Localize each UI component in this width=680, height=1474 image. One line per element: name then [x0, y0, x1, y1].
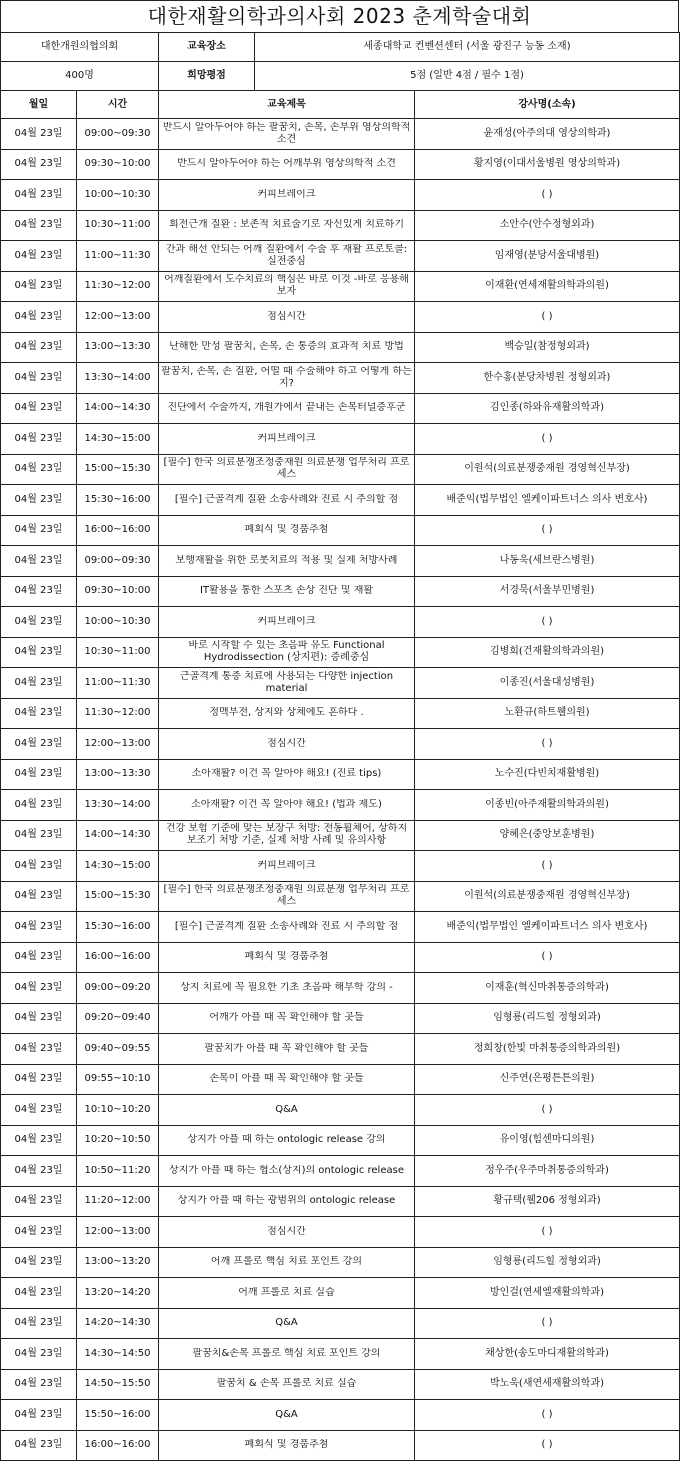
table-row [1, 241, 680, 272]
table-row [1, 1125, 680, 1156]
row-subject-text: 상지 치료에 꼭 필요한 기초 초음파 해부학 강의 - [180, 981, 393, 993]
header-speaker: 강사명(소속) [415, 91, 680, 119]
table-row [1, 515, 680, 546]
row-time: 15:30~16:00 [77, 912, 159, 943]
row-subject-text: 반드시 알아두어야 하는 팔꿈치, 손목, 손부위 영상의학적 소견 [162, 121, 411, 145]
credits-value: 5점 (일반 4점 / 필수 1점) [410, 70, 524, 81]
row-subject [159, 881, 415, 912]
row-subject [159, 1308, 415, 1339]
row-time: 09:00~09:30 [77, 546, 159, 577]
row-date: 04월 23일 [1, 302, 77, 333]
table-row [1, 729, 680, 760]
row-time: 14:00~14:30 [77, 393, 159, 424]
row-subject-text: 정맥부전, 상지와 상체에도 흔하다 . [209, 707, 364, 719]
row-speaker: 유이영(힘센마디의원) [415, 1125, 680, 1156]
row-time: 15:00~15:30 [77, 454, 159, 485]
row-date: 04월 23일 [1, 393, 77, 424]
row-subject-text: 진단에서 수술까지, 개원가에서 끝내는 손목터널증후군 [167, 402, 406, 414]
row-speaker: 임형룡(리드힐 정형외과) [415, 1247, 680, 1278]
table-row [1, 1247, 680, 1278]
row-subject [159, 576, 415, 607]
row-subject-text: 회전근개 질환 : 보존적 치료술기로 자신있게 치료하기 [169, 219, 404, 231]
row-subject [159, 241, 415, 272]
row-date: 04월 23일 [1, 424, 77, 455]
row-subject-text: Q&A [275, 1103, 298, 1115]
row-time: 14:20~14:30 [77, 1308, 159, 1339]
row-speaker: ( ) [415, 1430, 680, 1461]
row-subject-text: IT활용을 통한 스포츠 손상 진단 및 재활 [199, 585, 374, 597]
header-subject: 교육제목 [159, 91, 415, 119]
table-row [1, 210, 680, 241]
table-row [1, 1339, 680, 1370]
row-date: 04월 23일 [1, 881, 77, 912]
row-time: 13:00~13:30 [77, 332, 159, 363]
row-subject [159, 1034, 415, 1065]
row-subject [159, 1125, 415, 1156]
row-subject [159, 1369, 415, 1400]
table-row [1, 607, 680, 638]
row-time: 11:00~11:30 [77, 668, 159, 699]
row-speaker: 이종빈(아주재활의학과의원) [415, 790, 680, 821]
row-speaker: ( ) [415, 1217, 680, 1248]
row-subject [159, 1003, 415, 1034]
table-row [1, 881, 680, 912]
table-row [1, 454, 680, 485]
row-speaker: 황지영(이대서울병원 영상의학과) [415, 149, 680, 180]
row-time: 14:30~15:00 [77, 424, 159, 455]
row-speaker: 박노욱(새연세재활의학과) [415, 1369, 680, 1400]
row-time: 09:00~09:30 [77, 119, 159, 150]
row-subject-text: 커피브레이크 [257, 188, 316, 200]
row-subject [159, 149, 415, 180]
row-date: 04월 23일 [1, 1003, 77, 1034]
table-row [1, 180, 680, 211]
row-subject [159, 515, 415, 546]
info-row-2 [1, 62, 680, 91]
row-time: 11:30~12:00 [77, 271, 159, 302]
row-subject-text: 어깨질환에서 도수치료의 핵심은 바로 이것 -바로 응용해 보자 [164, 274, 409, 298]
table-row [1, 1400, 680, 1431]
row-speaker: ( ) [415, 607, 680, 638]
row-speaker: 백승일(참정형외과) [415, 332, 680, 363]
table-row [1, 576, 680, 607]
row-time: 15:30~16:00 [77, 485, 159, 516]
row-speaker: ( ) [415, 1400, 680, 1431]
row-date: 04월 23일 [1, 607, 77, 638]
table-row [1, 546, 680, 577]
row-date: 04월 23일 [1, 546, 77, 577]
row-time: 12:00~13:00 [77, 1217, 159, 1248]
table-row [1, 1186, 680, 1217]
row-speaker: 양혜은(중앙보훈병원) [415, 820, 680, 851]
table-row [1, 485, 680, 516]
table-row [1, 1095, 680, 1126]
row-subject-text: 상지가 아플 때 하는 광범위의 ontologic release [177, 1195, 396, 1207]
row-date: 04월 23일 [1, 1186, 77, 1217]
row-time: 10:50~11:20 [77, 1156, 159, 1187]
row-time: 09:40~09:55 [77, 1034, 159, 1065]
row-subject [159, 729, 415, 760]
row-time: 09:30~10:00 [77, 576, 159, 607]
row-speaker: 이종진(서울대성병원) [415, 668, 680, 699]
row-time: 15:00~15:30 [77, 881, 159, 912]
row-subject-text: 바로 시작할 수 있는 초음파 유도 Functional Hydrodissection (상지편): 증례중심 [188, 640, 385, 664]
row-subject-text: 손목이 아플 때 꼭 확인해야 할 곳들 [209, 1073, 364, 1085]
row-subject-text: 간과 해선 안되는 어깨 질환에서 수술 후 재활 프로토콜: 실전중심 [165, 243, 408, 267]
row-speaker: ( ) [415, 302, 680, 333]
row-time: 12:00~13:00 [77, 729, 159, 760]
row-subject-text: 팔꿈치&손목 프롤로 핵심 치료 포인트 강의 [192, 1347, 381, 1359]
row-time: 10:00~10:30 [77, 180, 159, 211]
table-row [1, 1369, 680, 1400]
row-time: 10:10~10:20 [77, 1095, 159, 1126]
row-time: 16:00~16:00 [77, 1430, 159, 1461]
header-time: 시간 [77, 91, 159, 119]
row-subject [159, 668, 415, 699]
schedule-table [0, 32, 680, 1461]
row-subject [159, 424, 415, 455]
row-subject-text: 소아재활? 이건 꼭 알아야 해요! (진료 tips) [191, 768, 382, 780]
row-subject-text: [필수] 근골격계 질환 소송사례와 진료 시 주의할 점 [174, 920, 399, 932]
row-speaker: 김병희(건재활의학과의원) [415, 637, 680, 668]
row-speaker: 이원석(의료분쟁중재원 경영혁신부장) [415, 881, 680, 912]
row-time: 10:20~10:50 [77, 1125, 159, 1156]
row-time: 10:00~10:30 [77, 607, 159, 638]
row-subject [159, 485, 415, 516]
row-subject [159, 1064, 415, 1095]
row-subject [159, 607, 415, 638]
row-subject-text: [필수] 근골격계 질환 소송사례와 진료 시 주의할 점 [174, 493, 399, 505]
table-row [1, 1217, 680, 1248]
row-subject-text: 어깨 프롤로 치료 실습 [238, 1286, 335, 1298]
row-date: 04월 23일 [1, 454, 77, 485]
row-time: 13:30~14:00 [77, 790, 159, 821]
row-subject [159, 271, 415, 302]
row-subject [159, 1339, 415, 1370]
info-row-1 [1, 33, 680, 62]
row-speaker: ( ) [415, 424, 680, 455]
row-speaker: 노환규(하트웰의원) [415, 698, 680, 729]
table-row [1, 424, 680, 455]
row-date: 04월 23일 [1, 759, 77, 790]
table-row [1, 302, 680, 333]
row-date: 04월 23일 [1, 912, 77, 943]
row-subject-text: Q&A [275, 1317, 298, 1329]
row-speaker: 배준익(법무법인 엘케이파트너스 의사 변호사) [415, 485, 680, 516]
row-speaker: 이재훈(혁신마취통증의학과) [415, 973, 680, 1004]
table-row [1, 912, 680, 943]
row-subject [159, 302, 415, 333]
row-subject [159, 1095, 415, 1126]
row-subject-text: 폐회식 및 경품추첨 [244, 524, 329, 536]
row-speaker: 한수홍(분당차병원 정형외과) [415, 363, 680, 394]
venue-value: 세종대학교 컨벤션센터 (서울 광진구 능동 소재) [363, 41, 571, 52]
credits-label: 희망평점 [159, 62, 255, 90]
row-time: 13:30~14:00 [77, 363, 159, 394]
row-subject-text: [필수] 한국 의료분쟁조정중재원 의료분쟁 업무처리 프로세스 [163, 884, 410, 908]
row-date: 04월 23일 [1, 790, 77, 821]
row-speaker: 임형룡(리드힐 정형외과) [415, 1003, 680, 1034]
organizer: 대한개원의협의회 [1, 33, 159, 62]
row-subject-text: 커피브레이크 [257, 432, 316, 444]
row-subject [159, 851, 415, 882]
row-time: 09:00~09:20 [77, 973, 159, 1004]
row-speaker: 노수진(다빈치재활병원) [415, 759, 680, 790]
row-subject [159, 1247, 415, 1278]
table-row [1, 1308, 680, 1339]
row-subject-text: 어깨가 아플 때 꼭 확인해야 할 곳들 [209, 1012, 364, 1024]
table-row [1, 332, 680, 363]
row-subject [159, 912, 415, 943]
row-subject [159, 820, 415, 851]
capacity: 400명 [1, 62, 159, 91]
row-speaker: 방인걸(연세엘재활의학과) [415, 1278, 680, 1309]
table-row [1, 271, 680, 302]
table-row [1, 1156, 680, 1187]
row-date: 04월 23일 [1, 485, 77, 516]
row-date: 04월 23일 [1, 942, 77, 973]
row-subject [159, 1278, 415, 1309]
table-row [1, 942, 680, 973]
row-time: 14:30~15:00 [77, 851, 159, 882]
row-subject-text: Q&A [275, 1408, 298, 1420]
row-time: 13:00~13:20 [77, 1247, 159, 1278]
row-date: 04월 23일 [1, 1034, 77, 1065]
row-time: 15:50~16:00 [77, 1400, 159, 1431]
row-speaker: 이재환(연세재활의학과의원) [415, 271, 680, 302]
credits-cell [159, 62, 680, 91]
document-title: 대한재활의학과의사회 2023 춘계학술대회 [0, 0, 679, 32]
row-subject-text: 점심시간 [267, 737, 306, 749]
row-date: 04월 23일 [1, 637, 77, 668]
row-subject [159, 454, 415, 485]
table-row [1, 1430, 680, 1461]
row-subject-text: 점심시간 [267, 310, 306, 322]
row-time: 14:30~14:50 [77, 1339, 159, 1370]
row-speaker: 이원석(의료분쟁중재원 경영혁신부장) [415, 454, 680, 485]
table-row [1, 973, 680, 1004]
row-subject-text: 점심시간 [267, 1225, 306, 1237]
row-date: 04월 23일 [1, 1369, 77, 1400]
row-date: 04월 23일 [1, 1247, 77, 1278]
row-subject [159, 637, 415, 668]
row-subject [159, 210, 415, 241]
venue-label: 교육장소 [159, 33, 255, 61]
row-subject-text: 난해한 만성 팔꿈치, 손목, 손 통증의 효과적 치료 방법 [169, 341, 404, 353]
row-date: 04월 23일 [1, 210, 77, 241]
row-date: 04월 23일 [1, 515, 77, 546]
row-date: 04월 23일 [1, 363, 77, 394]
row-subject [159, 180, 415, 211]
row-date: 04월 23일 [1, 1278, 77, 1309]
row-speaker: 임재영(분당서울대병원) [415, 241, 680, 272]
row-date: 04월 23일 [1, 271, 77, 302]
row-time: 09:30~10:00 [77, 149, 159, 180]
row-subject-text: 커피브레이크 [257, 859, 316, 871]
row-subject [159, 973, 415, 1004]
row-speaker: 정희창(한빛 마취통증의학과의원) [415, 1034, 680, 1065]
row-speaker: ( ) [415, 729, 680, 760]
row-date: 04월 23일 [1, 241, 77, 272]
row-subject [159, 393, 415, 424]
row-date: 04월 23일 [1, 1125, 77, 1156]
row-subject-text: 소아재활? 이건 꼭 알아야 해요! (법과 제도) [191, 798, 382, 810]
row-time: 13:20~14:20 [77, 1278, 159, 1309]
table-row [1, 1034, 680, 1065]
row-speaker: 나동욱(세브란스병원) [415, 546, 680, 577]
table-row [1, 698, 680, 729]
row-subject [159, 759, 415, 790]
row-date: 04월 23일 [1, 180, 77, 211]
row-subject [159, 698, 415, 729]
table-row [1, 119, 680, 150]
table-row [1, 668, 680, 699]
row-speaker: ( ) [415, 851, 680, 882]
row-date: 04월 23일 [1, 1308, 77, 1339]
table-row [1, 820, 680, 851]
row-subject-text: 팔꿈치, 손목, 손 질환, 어떨 때 수술해야 하고 어떻게 하는지? [161, 365, 412, 389]
row-time: 09:20~09:40 [77, 1003, 159, 1034]
row-date: 04월 23일 [1, 149, 77, 180]
table-row [1, 1003, 680, 1034]
table-row [1, 1278, 680, 1309]
row-date: 04월 23일 [1, 668, 77, 699]
row-subject [159, 119, 415, 150]
row-speaker: ( ) [415, 942, 680, 973]
table-row [1, 393, 680, 424]
row-subject [159, 942, 415, 973]
table-row [1, 637, 680, 668]
row-speaker: 채상한(송도마디재활의학과) [415, 1339, 680, 1370]
row-time: 11:20~12:00 [77, 1186, 159, 1217]
row-time: 10:30~11:00 [77, 210, 159, 241]
table-row [1, 759, 680, 790]
row-speaker: 김인종(하와유재활의학과) [415, 393, 680, 424]
row-time: 12:00~13:00 [77, 302, 159, 333]
row-speaker: 황규택(웰206 정형외과) [415, 1186, 680, 1217]
row-date: 04월 23일 [1, 698, 77, 729]
row-subject [159, 546, 415, 577]
row-subject-text: 폐회식 및 경품추첨 [244, 1439, 329, 1451]
row-time: 10:30~11:00 [77, 637, 159, 668]
row-time: 11:30~12:00 [77, 698, 159, 729]
row-date: 04월 23일 [1, 119, 77, 150]
row-date: 04월 23일 [1, 1430, 77, 1461]
row-subject [159, 1217, 415, 1248]
row-time: 09:55~10:10 [77, 1064, 159, 1095]
row-date: 04월 23일 [1, 820, 77, 851]
row-time: 13:00~13:30 [77, 759, 159, 790]
row-subject [159, 1430, 415, 1461]
row-speaker: ( ) [415, 180, 680, 211]
row-subject-text: 건강 보험 기준에 맞는 보장구 처방: 전동휠체어, 상하지 보조기 처방 기준, 실제 처방 사례 및 유의사항 [165, 823, 408, 847]
row-subject [159, 1400, 415, 1431]
row-speaker: 신주연(은평튼튼의원) [415, 1064, 680, 1095]
row-time: 14:50~15:50 [77, 1369, 159, 1400]
row-time: 16:00~16:00 [77, 515, 159, 546]
table-row [1, 363, 680, 394]
header-date: 월일 [1, 91, 77, 119]
row-subject [159, 790, 415, 821]
row-date: 04월 23일 [1, 973, 77, 1004]
row-subject [159, 332, 415, 363]
row-date: 04월 23일 [1, 851, 77, 882]
row-date: 04월 23일 [1, 1095, 77, 1126]
row-speaker: ( ) [415, 1095, 680, 1126]
row-subject-text: 근골격계 통증 치료에 사용되는 다양한 injection material [179, 670, 394, 694]
row-speaker: ( ) [415, 515, 680, 546]
row-date: 04월 23일 [1, 1156, 77, 1187]
row-time: 16:00~16:00 [77, 942, 159, 973]
row-date: 04월 23일 [1, 1400, 77, 1431]
row-subject-text: 보행재활을 위한 로봇치료의 적용 및 실제 처방사례 [175, 554, 398, 566]
venue-cell [159, 33, 680, 62]
row-subject-text: 반드시 알아두어야 하는 어깨부위 영상의학적 소견 [177, 158, 396, 170]
row-subject [159, 363, 415, 394]
table-row [1, 790, 680, 821]
row-speaker: 소안수(안수정형외과) [415, 210, 680, 241]
row-date: 04월 23일 [1, 576, 77, 607]
row-speaker: 배준익(법무법인 엘케이파트너스 의사 변호사) [415, 912, 680, 943]
row-speaker: 윤재성(아주의대 영상의학과) [415, 119, 680, 150]
row-date: 04월 23일 [1, 332, 77, 363]
row-subject [159, 1186, 415, 1217]
row-subject-text: [필수] 한국 의료분쟁조정중재원 의료분쟁 업무처리 프로세스 [163, 457, 410, 481]
row-speaker: 정우주(우주마취통증의학과) [415, 1156, 680, 1187]
row-time: 11:00~11:30 [77, 241, 159, 272]
row-date: 04월 23일 [1, 1339, 77, 1370]
row-date: 04월 23일 [1, 1064, 77, 1095]
row-subject-text: 폐회식 및 경품추첨 [244, 951, 329, 963]
row-speaker: ( ) [415, 1308, 680, 1339]
row-subject-text: 어깨 프롤로 핵심 치료 포인트 강의 [210, 1256, 363, 1268]
table-row [1, 149, 680, 180]
row-subject-text: 팔꿈치 & 손목 프롤로 치료 실습 [216, 1378, 357, 1390]
row-time: 14:00~14:30 [77, 820, 159, 851]
row-subject [159, 1156, 415, 1187]
row-subject-text: 상지가 아플 때 하는 협소(상지)의 ontologic release [169, 1164, 404, 1176]
row-date: 04월 23일 [1, 1217, 77, 1248]
row-subject-text: 상지가 아플 때 하는 ontologic release 강의 [187, 1134, 386, 1146]
row-subject-text: 팔꿈치가 아플 때 꼭 확인해야 할 곳들 [204, 1042, 369, 1054]
table-row [1, 851, 680, 882]
row-speaker: 서경묵(서울부민병원) [415, 576, 680, 607]
header-row [1, 91, 680, 119]
row-subject-text: 커피브레이크 [257, 615, 316, 627]
row-date: 04월 23일 [1, 729, 77, 760]
table-row [1, 1064, 680, 1095]
